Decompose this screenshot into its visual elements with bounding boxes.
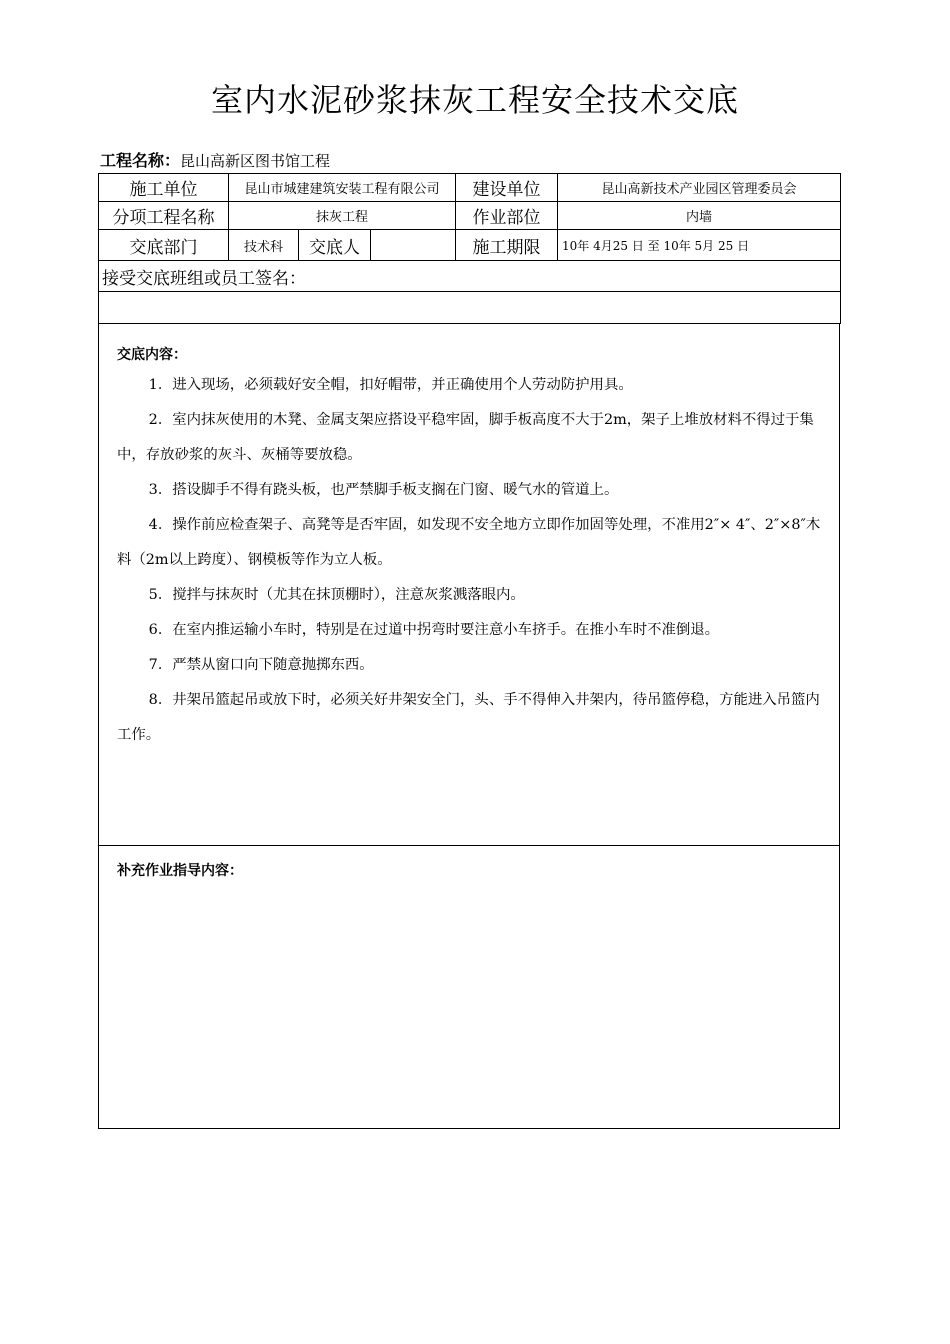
supplement-section bbox=[98, 845, 840, 1129]
content-item: 1．进入现场，必须载好安全帽，扣好帽带，并正确使用个人劳动防护用具。 bbox=[148, 377, 633, 393]
sign-label: 接受交底班组或员工签名： bbox=[99, 261, 841, 292]
info-row-units bbox=[99, 174, 841, 202]
content-items bbox=[117, 368, 825, 753]
briefer-label: 交底人 bbox=[299, 230, 371, 261]
sub-project-label: 分项工程名称 bbox=[99, 202, 229, 230]
supplement-label: 补充作业指导内容： bbox=[117, 863, 243, 879]
period-label: 施工期限 bbox=[456, 230, 558, 261]
briefer-value bbox=[371, 230, 456, 261]
info-row-subproject bbox=[99, 202, 841, 230]
project-name-label: 工程名称： bbox=[100, 151, 181, 170]
content-item: 5．搅拌与抹灰时（尤其在抹顶棚时），注意灰浆溅落眼内。 bbox=[148, 587, 525, 603]
project-name-value: 昆山高新区图书馆工程 bbox=[180, 152, 331, 170]
content-item: 8．井架吊篮起吊或放下时，必须关好井架安全门，头、手不得伸入井架内，待吊篮停稳，方能进入吊篮内工作。 bbox=[117, 692, 820, 743]
info-row-dept bbox=[99, 230, 841, 261]
owner-unit-value: 昆山高新技术产业园区管理委员会 bbox=[558, 174, 841, 202]
content-item: 6．在室内推运输小车时，特别是在过道中拐弯时要注意小车挤手。在推小车时不准倒退。 bbox=[148, 622, 720, 638]
content-item: 4．操作前应检查架子、高凳等是否牢固，如发现不安全地方立即作加固等处理，不准用2″× 4″、2″×8″木料（2m以上跨度）、钢模板等作为立人板。 bbox=[117, 517, 821, 568]
content-label: 交底内容： bbox=[117, 347, 187, 363]
work-location-value: 内墙 bbox=[558, 202, 841, 230]
content-section bbox=[98, 324, 840, 846]
dept-label: 交底部门 bbox=[99, 230, 229, 261]
project-name-line bbox=[100, 150, 330, 172]
sub-project-value: 抹灰工程 bbox=[229, 202, 456, 230]
info-row-sign bbox=[99, 261, 841, 292]
content-item: 2．室内抹灰使用的木凳、金属支架应搭设平稳牢固，脚手板高度不大于2m，架子上堆放材料不得过于集中，存放砂浆的灰斗、灰桶等要放稳。 bbox=[117, 412, 814, 463]
content-item: 3．搭设脚手不得有跷头板，也严禁脚手板支搁在门窗、暖气水的管道上。 bbox=[148, 482, 619, 498]
document-title: 室内水泥砂浆抹灰工程安全技术交底 bbox=[210, 81, 739, 119]
content-item: 7．严禁从窗口向下随意抛掷东西。 bbox=[148, 657, 374, 673]
construction-unit-value: 昆山市城建建筑安装工程有限公司 bbox=[229, 174, 456, 202]
sign-area[interactable] bbox=[99, 292, 841, 324]
construction-unit-label: 施工单位 bbox=[99, 174, 229, 202]
period-value: 10年 4月25 日 至 10年 5月 25 日 bbox=[558, 230, 841, 261]
info-table bbox=[98, 173, 841, 324]
work-location-label: 作业部位 bbox=[456, 202, 558, 230]
dept-value: 技术科 bbox=[229, 230, 299, 261]
info-row-sign-space bbox=[99, 292, 841, 324]
owner-unit-label: 建设单位 bbox=[456, 174, 558, 202]
